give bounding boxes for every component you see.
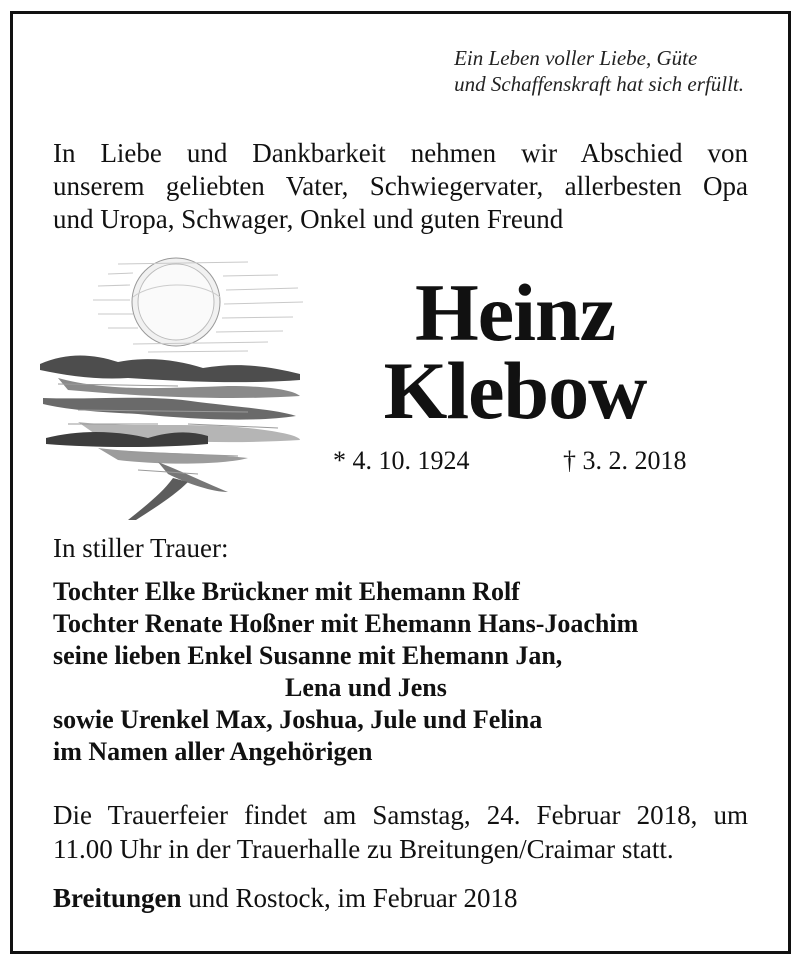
motto	[454, 45, 744, 97]
ceremony-line: 11.00 Uhr in der Trauerhalle zu Breitungen/Craimar statt.	[53, 834, 674, 864]
motto-line: und Schaffenskraft hat sich erfüllt.	[454, 72, 744, 96]
mourner-line: Tochter Elke Brückner mit Ehemann Rolf	[53, 577, 520, 606]
birth-date: * 4. 10. 1924	[333, 446, 470, 475]
intro-text	[53, 137, 748, 236]
death-date: † 3. 2. 2018	[563, 446, 687, 475]
place-bold: Breitungen	[53, 883, 182, 913]
mourner-line: Lena und Jens	[285, 673, 447, 702]
mourners-list	[53, 576, 638, 768]
motto-line: Ein Leben voller Liebe, Güte	[454, 46, 698, 70]
intro-line: unserem geliebten Vater, Schwiegervater, allerbesten Opa	[53, 171, 748, 201]
ceremony-line: Die Trauerfeier findet am Samstag, 24. Februar 2018, um	[53, 800, 748, 830]
mountains	[40, 356, 300, 521]
sun-icon	[132, 258, 220, 346]
mourner-line: Tochter Renate Hoßner mit Ehemann Hans-Joachim	[53, 609, 639, 638]
intro-line: und Uropa, Schwager, Onkel und guten Freund	[53, 204, 564, 234]
mourner-line: sowie Urenkel Max, Joshua, Jule und Felina	[53, 705, 543, 734]
mourner-line: im Namen aller Angehörigen	[53, 737, 373, 766]
mourner-line: seine lieben Enkel Susanne mit Ehemann Jan,	[53, 641, 563, 670]
intro-line: In Liebe und Dankbarkeit nehmen wir Abschied von	[53, 138, 748, 168]
deceased-first-name: Heinz	[415, 267, 615, 358]
place-rest: und Rostock, im Februar 2018	[181, 883, 518, 913]
ceremony-text	[53, 798, 748, 866]
place-date-line	[53, 883, 518, 914]
deceased-last-name: Klebow	[383, 345, 647, 436]
landscape-sun-drawing	[38, 252, 363, 524]
mourning-label: In stiller Trauer:	[53, 533, 229, 563]
